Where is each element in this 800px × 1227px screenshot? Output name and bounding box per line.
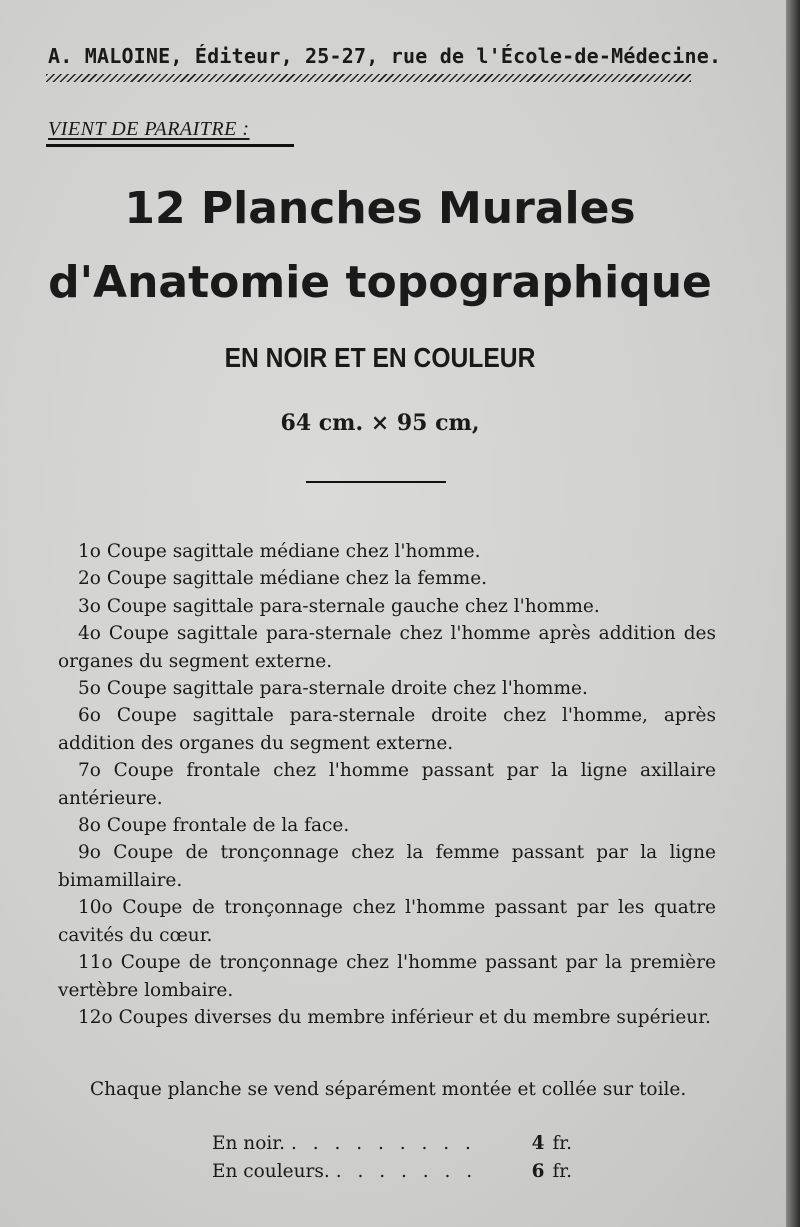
plate-number: 11o — [78, 952, 113, 974]
announcement-rule — [46, 144, 294, 147]
list-item — [58, 565, 716, 592]
plate-number: 7o — [78, 760, 101, 782]
plate-text: Coupe de tronçonnage chez l'homme passant par les quatre cavités du cœur. — [58, 897, 716, 946]
title-line-2: d'Anatomie topographique — [48, 257, 712, 308]
price-unit: fr. — [552, 1133, 572, 1154]
plate-text: Coupe sagittale médiane chez l'homme. — [106, 541, 481, 562]
list-item — [58, 538, 716, 565]
separator-rule — [306, 481, 446, 483]
list-item — [58, 894, 716, 949]
list-item — [58, 839, 716, 894]
plate-number: 12o — [78, 1006, 113, 1028]
list-item — [58, 757, 716, 812]
plate-text: Coupe sagittale médiane chez la femme. — [106, 568, 488, 590]
list-item — [58, 1004, 716, 1031]
plate-text: Coupe sagittale para-sternale gauche chez l'homme. — [106, 595, 600, 617]
page-edge — [786, 0, 800, 1227]
list-item — [58, 949, 716, 1004]
price-row-black — [212, 1130, 572, 1158]
plate-number: 9o — [78, 842, 101, 864]
wavy-rule — [46, 74, 691, 82]
plate-number: 5o — [78, 678, 101, 700]
list-item — [58, 812, 716, 839]
plate-text: Coupe sagittale para-sternale droite chez l'homme. — [106, 678, 588, 700]
plate-number: 4o — [78, 623, 101, 645]
plate-number: 10o — [78, 897, 113, 919]
announcement-label: VIENT DE PARAITRE : — [48, 118, 250, 140]
publisher-line: A. MALOINE, Éditeur, 25-27, rue de l'École-de-Médecine. — [48, 44, 722, 68]
price-value: 6 — [531, 1161, 545, 1182]
price-unit: fr. — [552, 1161, 572, 1182]
price-label: En noir. — [212, 1133, 285, 1154]
price-leader: . . . . . . . . . — [290, 1133, 476, 1154]
list-item — [58, 702, 716, 757]
plate-text: Coupe de tronçonnage chez l'homme passant par la première vertèbre lombaire. — [58, 952, 716, 1001]
price-leader: . . . . . . . — [335, 1161, 478, 1182]
subtitle: EN NOIR ET EN COULEUR — [224, 342, 536, 373]
plate-text: Coupes diverses du membre inférieur et du membre supérieur. — [118, 1006, 711, 1028]
list-item — [58, 675, 716, 702]
price-value: 4 — [531, 1133, 545, 1154]
plate-number: 2o — [78, 568, 101, 590]
plate-number: 6o — [78, 705, 101, 727]
list-item — [58, 620, 716, 675]
price-label: En couleurs. — [212, 1161, 330, 1182]
plate-text: Coupe sagittale para-sternale chez l'homme après addition des organes du segment externe. — [58, 623, 716, 672]
plate-text: Coupe de tronçonnage chez la femme passant par la ligne bimamillaire. — [58, 842, 716, 891]
dimensions: 64 cm. × 95 cm, — [280, 410, 480, 436]
plates-list — [58, 538, 716, 1031]
price-row-color — [212, 1158, 572, 1186]
plate-text: Coupe sagittale para-sternale droite chez l'homme, après addition des organes du segment externe. — [58, 705, 716, 754]
plate-text: Coupe frontale chez l'homme passant par la ligne axillaire antérieure. — [58, 760, 716, 809]
list-item — [58, 593, 716, 620]
plate-number: 8o — [78, 815, 101, 837]
price-list — [212, 1130, 572, 1186]
plate-number: 1o — [78, 541, 101, 562]
title-line-1: 12 Planches Murales — [124, 183, 636, 234]
plate-text: Coupe frontale de la face. — [106, 815, 350, 837]
plate-number: 3o — [78, 595, 101, 617]
sales-note: Chaque planche se vend séparément montée et collée sur toile. — [90, 1079, 687, 1100]
